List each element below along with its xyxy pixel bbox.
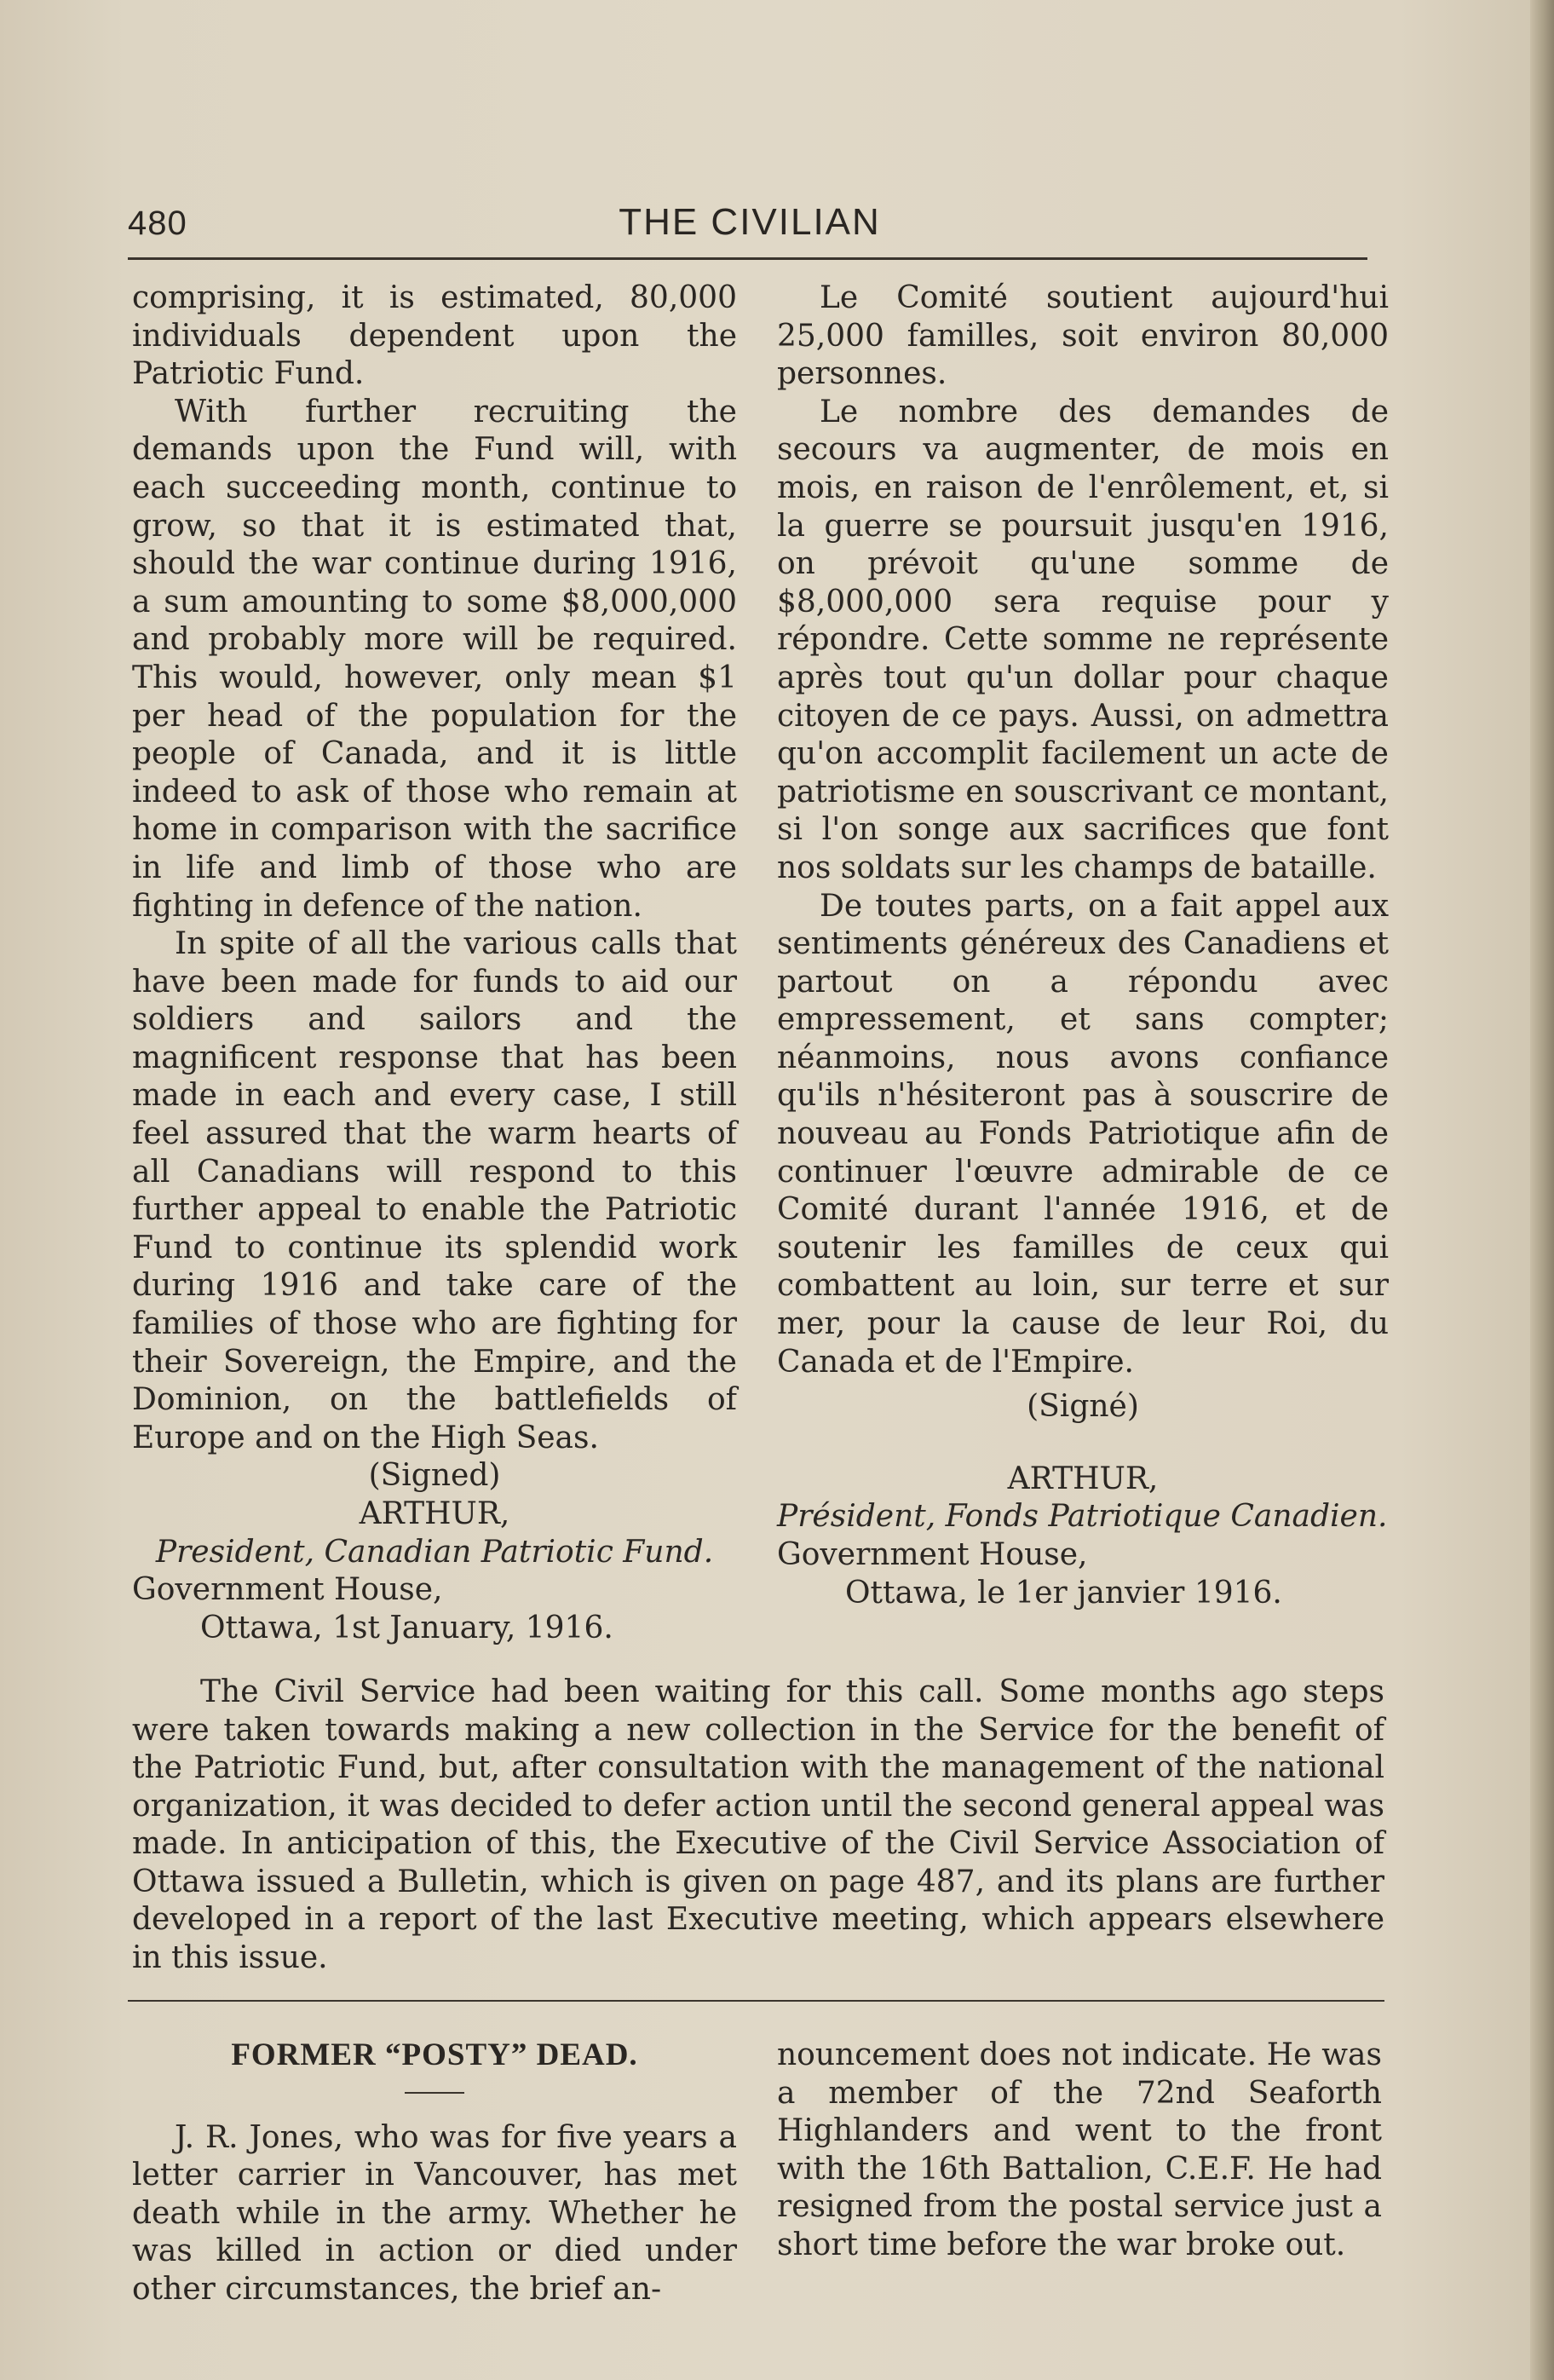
article-text-right: nouncement does not indicate. He was a member of the 72nd Seaforth Highlanders and went to the front with the 16th Battalion, C.E.F. He had resigned from the postal service just a short time before the war broke out. — [777, 2037, 1382, 2262]
page-header — [128, 198, 1372, 249]
right-address-2: Ottawa, le 1er janvier 1916. — [845, 1575, 1282, 1611]
left-address-2: Ottawa, 1st January, 1916. — [200, 1610, 613, 1645]
left-signature-name: ARTHUR, — [359, 1496, 510, 1531]
right-column — [777, 279, 1389, 1612]
civil-service-paragraph — [132, 1674, 1384, 1977]
article-text-left: J. R. Jones, who was for five years a letter carrier in Vancouver, has met death while in the army. Whether he was killed in action or died under other circumstances, the brief an- — [132, 2119, 737, 2307]
left-signed: (Signed) — [368, 1458, 501, 1494]
article-left-column — [132, 2037, 737, 2308]
section-rule — [128, 2000, 1384, 2002]
left-signature-title: President, Canadian Patriotic Fund. — [155, 1534, 714, 1570]
right-paragraph-2: Le nombre des demandes de secours va augmenter, de mois en mois, en raison de l'enrôlement, et, si la guerre se poursuit jusqu'en 1916, on prévoit qu'une somme de $8,000,000 sera requise pour y répondre. Cette somme ne représente après tout qu'un dollar pour chaque citoyen de ce pays. Aussi, on admettra qu'on accomplit facilement un acte de patriotisme en souscrivant ce montant, si l'on songe aux sacrifices que font nos soldats sur les champs de bataille. — [777, 394, 1389, 885]
article-headline: FORMER “POSTY” DEAD. — [231, 2037, 638, 2072]
left-paragraph-1: comprising, it is estimated, 80,000 individuals dependent upon the Patriotic Fund. — [132, 280, 737, 392]
left-paragraph-3: In spite of all the various calls that have been made for funds to aid our soldiers and sailors and the magnificent response that has been made in each and every case, I still feel assured that the warm hearts of all Canadians will respond to this further appeal to enable the Patriotic Fund to continue its splendid work during 1916 and take care of the families of those who are fighting for their Sovereign, the Empire, and the Dominion, on the battlefields of Europe and on the High Seas. — [132, 926, 737, 1455]
right-signed: (Signé) — [1027, 1389, 1139, 1425]
running-title: THE CIVILIAN — [619, 201, 881, 243]
headline-divider — [405, 2092, 464, 2094]
book-spine — [1530, 0, 1554, 2380]
right-signature-name: ARTHUR, — [1007, 1461, 1159, 1496]
left-paragraph-2: With further recruiting the demands upon the Fund will, with each succeeding month, continue to grow, so that it is estimated that, should the war continue during 1916, a sum amounting to some $8,000,000 and probably more will be required. This would, however, only mean $1 per head of the population for the people of Canada, and it is little indeed to ask of those who remain at home in comparison with the sacrifice in life and limb of those who are fighting in defence of the nation. — [132, 394, 737, 924]
page-number: 480 — [128, 205, 187, 242]
article-right-column — [777, 2037, 1382, 2264]
left-column — [132, 279, 737, 1647]
right-signature-title: Président, Fonds Patriotique Canadien. — [777, 1499, 1388, 1535]
right-paragraph-1: Le Comité soutient aujourd'hui 25,000 familles, soit environ 80,000 personnes. — [777, 280, 1389, 392]
right-address-1: Government House, — [777, 1537, 1088, 1572]
header-rule — [128, 257, 1367, 260]
right-paragraph-3: De toutes parts, on a fait appel aux sentiments généreux des Canadiens et partout on a répondu avec empressement, et sans compter; néanmoins, nous avons confiance qu'ils n'hésiteront pas à souscrire de nouveau au Fonds Patriotique afin de continuer l'œuvre admirable de ce Comité durant l'année 1916, et de soutenir les familles de ceux qui combattent au loin, sur terre et sur mer, pour la cause de leur Roi, du Canada et de l'Empire. — [777, 888, 1389, 1380]
full-width-paragraph: The Civil Service had been waiting for this call. Some months ago steps were taken towards making a new collection in the Service for the benefit of the Patriotic Fund, but, after consultation with the management of the national organization, it was decided to defer action until the second general appeal was made. In anticipation of this, the Executive of the Civil Service Association of Ottawa issued a Bulletin, which is given on page 487, and its plans are further developed in a report of the last Executive meeting, which appears elsewhere in this issue. — [132, 1674, 1384, 1975]
left-address-1: Government House, — [132, 1572, 443, 1608]
